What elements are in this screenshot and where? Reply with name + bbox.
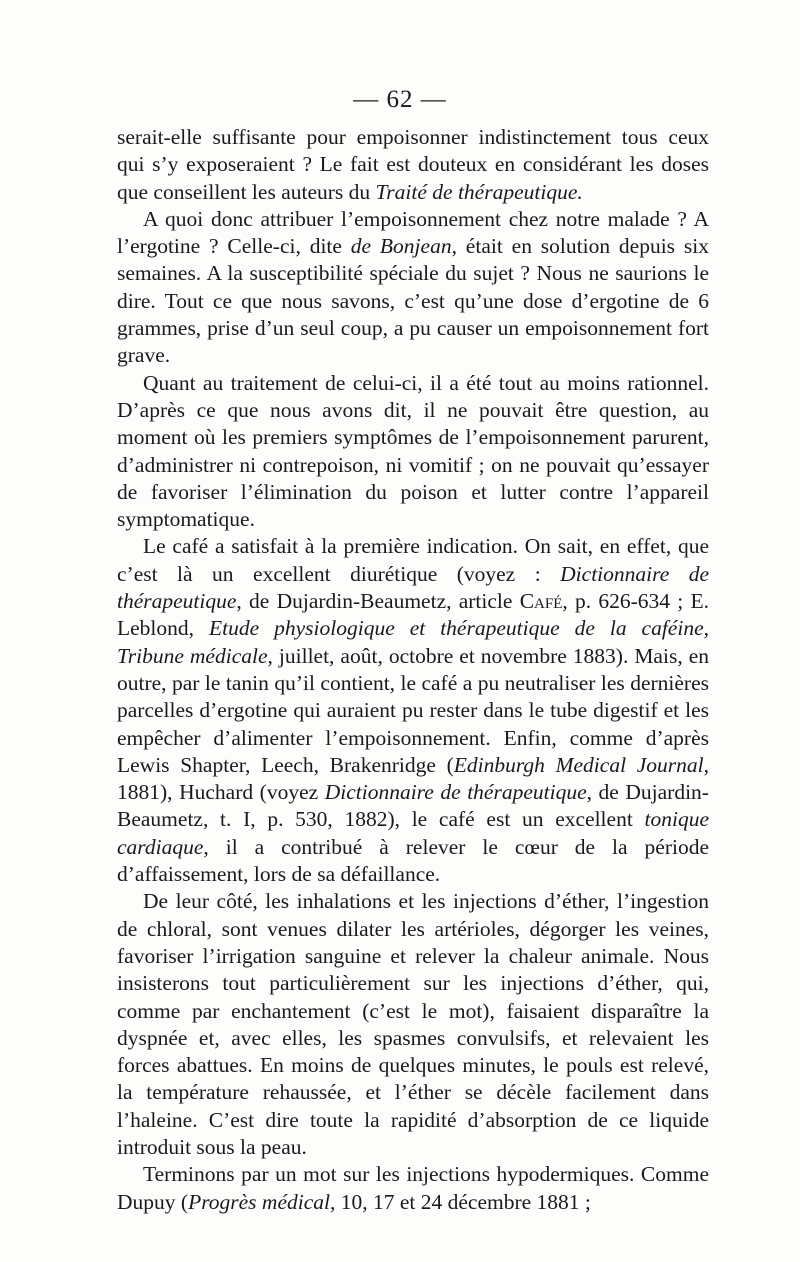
text-run: , juillet, août, octobre et novembre 1883). Mais, en outre, par le tanin qu’il contient, le café a pu neutraliser les dernières parcelles d’ergotine qui auraient pu rester dans le tube digestif et les empêcher d’alimenter l’empoisonnement. Enfin, comme d’après Lewis Shapter, Leech, Brakenridge (: [117, 643, 709, 777]
text-run: A quoi donc attribuer l’empoisonnement chez notre malade ? A l’ergotine ? Celle-ci, dite: [117, 206, 709, 259]
paragraph-4: [117, 533, 709, 888]
italic-run: Edinburgh Medical Journal: [453, 752, 704, 777]
paragraph-6: [117, 1161, 709, 1216]
text-run: , était en solution depuis six semaines. A la susceptibilité spéciale du sujet ? Nous ne saurions le dire. Tout ce que nous savons, c’est qu’une dose d’ergotine de 6 grammes, prise d’un seul coup, a pu causer un empoisonnement fort grave.: [117, 234, 709, 368]
italic-run: Traité de thérapeutique.: [375, 179, 583, 204]
italic-run: Dictionnaire de thérapeutique: [324, 780, 587, 805]
paragraph-1: [117, 124, 709, 206]
paragraph-5: [117, 888, 709, 1161]
italic-run: tonique cardiaque: [117, 807, 709, 859]
text-run: Quant au traitement de celui-ci, il a été tout au moins rationnel. D’après ce que nous avons dit, il ne pouvait être question, au moment où les premiers symptômes de l’empoisonnement parurent, d’administrer ni contrepoison, ni vomitif ; on ne pouvait qu’essayer de favoriser l’élimination du poison et lutter contre l’appareil symptomatique.: [117, 370, 709, 532]
body-text: [117, 124, 709, 1216]
text-run: , de Dujardin-Beaumetz, article: [236, 589, 520, 614]
text-run: , de Dujardin-Beaumetz, t. I, p. 530, 1882), le café est un excellent: [117, 780, 709, 832]
text-run: Terminons par un mot sur les injections hypodermiques. Comme Dupuy (: [117, 1162, 709, 1214]
page-number: — 62 —: [353, 86, 447, 113]
paragraph-2: [117, 206, 709, 370]
paragraph-3: [117, 370, 709, 534]
text-run: serait-elle suffisante pour empoisonner indistinctement tous ceux qui s’y exposeraient ? Le fait est douteux en considérant les doses que conseillent les auteurs du: [117, 125, 709, 204]
text-run: , il a contribué à relever le cœur de la période d’affaissement, lors de sa défaillance.: [117, 834, 709, 887]
italic-run: Progrès médical: [188, 1189, 330, 1214]
text-run: , 1881), Huchard (voyez: [117, 752, 709, 805]
text-run: , 10, 17 et 24 décembre 1881 ;: [329, 1189, 591, 1214]
italic-run: de Bonjean: [350, 234, 452, 259]
text-run: Le café a satisfait à la première indication. On sait, en effet, que c’est là un excellent diurétique (voyez :: [117, 534, 709, 586]
small-caps-run: Café: [519, 589, 563, 614]
text-run: De leur côté, les inhalations et les injections d’éther, l’ingestion de chloral, sont venues dilater les artérioles, dégorger les veines, favoriser l’irrigation sanguine et relever la chaleur animale. Nous insisterons tout particulièrement sur les injections d’éther, qui, comme par enchantement (c’est le mot), faisaient disparaître la dyspnée et, avec elles, les spasmes convulsifs, et relevaient les forces abattues. En moins de quelques minutes, le pouls est relevé, la température rehaussée, et l’éther se décèle facilement dans l’haleine. C’est dire toute la rapidité d’absorption de ce liquide introduit sous la peau.: [117, 889, 709, 1159]
italic-run: Etude physiologique et thérapeutique de la caféine, Tribune médicale: [117, 616, 709, 668]
text-run: , p. 626-634 ; E. Leblond,: [117, 589, 709, 641]
italic-run: Dictionnaire de thérapeutique: [117, 561, 709, 614]
